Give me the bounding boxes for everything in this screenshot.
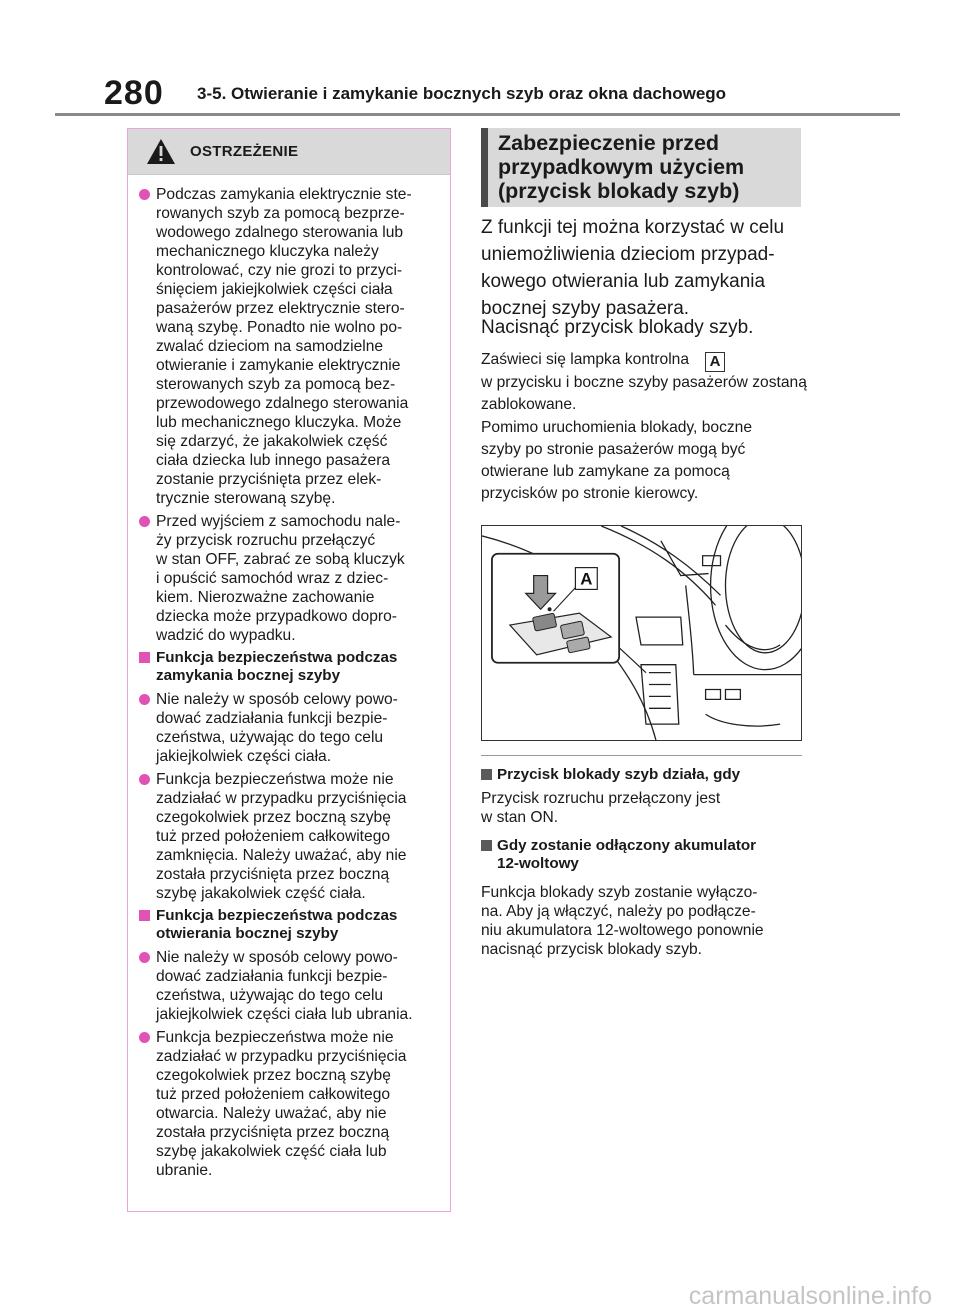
indicator-note-start: Zaświeci się lampka kontrolna xyxy=(481,351,690,368)
watermark: carmanualsonline.info xyxy=(688,1282,932,1310)
indicator-label-box: A xyxy=(705,352,725,372)
warning-subheading: Funkcja bezpieczeństwa podczas zamykania bocznej szyby xyxy=(138,649,444,685)
figure-divider xyxy=(481,755,802,756)
section-title: 3-5. Otwieranie i zamykanie bocznych szyb oraz okna dachowego xyxy=(197,84,727,103)
warning-bullet: Funkcja bezpieczeństwa może nie zadziałać w przypadku przyciśnięcia czegokolwiek przez boczną szybę tuż przed położeniem całkowitego zamknięcia. Należy uważać, aby nie została przyciśnięta przez boczną szybę jakakolwiek część ciała. xyxy=(138,770,444,903)
battery-text: Funkcja blokady szyb zostanie wyłączo- na. Aby ją włączyć, należy po podłącze- niu akumulatora 12-woltowego ponownie nacisnąć przycisk blokady szyb. xyxy=(481,884,764,958)
feature-intro: Z funkcji tej można korzystać w celu uniemożliwienia dzieciom przypad- kowego otwierania lub zamykania bocznej szyby pasażera. xyxy=(481,217,785,319)
action-step: Nacisnąć przycisk blokady szyb. xyxy=(481,317,754,338)
feature-heading: Zabezpieczenie przed przypadkowym użyciem (przycisk blokady szyb) xyxy=(498,131,745,203)
warning-title: OSTRZEŻENIE xyxy=(190,143,299,160)
warning-subheading: Funkcja bezpieczeństwa podczas otwierania bocznej szyby xyxy=(138,907,444,943)
battery-subheading: Gdy zostanie odłączony akumulator 12-woltowy xyxy=(481,837,811,873)
window-lock-illustration xyxy=(481,525,802,741)
page-number: 280 xyxy=(104,74,164,112)
callout-line xyxy=(616,645,646,673)
warning-header xyxy=(128,129,450,175)
driver-override-note: Pomimo uruchomienia blokady, boczne szyby po stronie pasażerów mogą być otwierane lub zamykane za pomocą przycisków po stronie kierowcy. xyxy=(481,419,753,502)
warning-box xyxy=(127,128,451,1212)
indicator-note-end: w przycisku i boczne szyby pasażerów zostaną zablokowane. xyxy=(481,374,807,413)
figure-label-text: A xyxy=(580,569,593,589)
warning-body xyxy=(128,175,450,1180)
warning-bullet: Nie należy w sposób celowy powo- dować zadziałania funkcji bezpie- czeństwa, używając do tego celu jakiejkolwiek części ciała. xyxy=(138,690,444,766)
warning-bullet: Nie należy w sposób celowy powo- dować zadziałania funkcji bezpie- czeństwa, używając do tego celu jakiejkolwiek części ciała lub ubrania. xyxy=(138,948,444,1024)
warning-bullet: Podczas zamykania elektrycznie ste- rowanych szyb za pomocą bezprze- wodowego zdalnego sterowania lub mechanicznego kluczyka należy kontrolować, czy nie grozi to przyci- śnięciem jakiejkolwiek części ciała pasażerów przez elektrycznie stero- waną szybę. Ponadto nie wolno po- zwalać dzieciom na samodzielne otwieranie i zamykanie elektrycznie sterowanych szyb za pomocą bez- przewodowego zdalnego sterowania lub mechanicznego kluczyka. Może się zdarzyć, że jakakolwiek część ciała dziecka lub innego pasażera zostanie przyciśnięta przez elek- trycznie sterowaną szybę. xyxy=(138,185,444,508)
indicator-note xyxy=(481,349,811,416)
header-divider xyxy=(55,113,900,116)
warning-bullet: Przed wyjściem z samochodu nale- ży przycisk rozruchu przełączyć w stan OFF, zabrać ze sobą kluczyk i opuścić samochód wraz z dziec- kiem. Nierozważne zachowanie dziecka może przypadkowo dopro- wadzić do wypadku. xyxy=(138,512,444,645)
warning-triangle-icon xyxy=(146,138,176,165)
warning-bullet: Funkcja bezpieczeństwa może nie zadziałać w przypadku przyciśnięcia czegokolwiek przez boczną szybę tuż przed położeniem całkowitego otwarcia. Należy uważać, aby nie została przyciśnięta przez boczną szybę jakakolwiek część ciała lub ubranie. xyxy=(138,1028,444,1180)
feature-heading-box xyxy=(481,128,801,207)
condition-subheading: Przycisk blokady szyb działa, gdy xyxy=(481,766,811,784)
condition-text: Przycisk rozruchu przełączony jest w stan ON. xyxy=(481,790,721,826)
